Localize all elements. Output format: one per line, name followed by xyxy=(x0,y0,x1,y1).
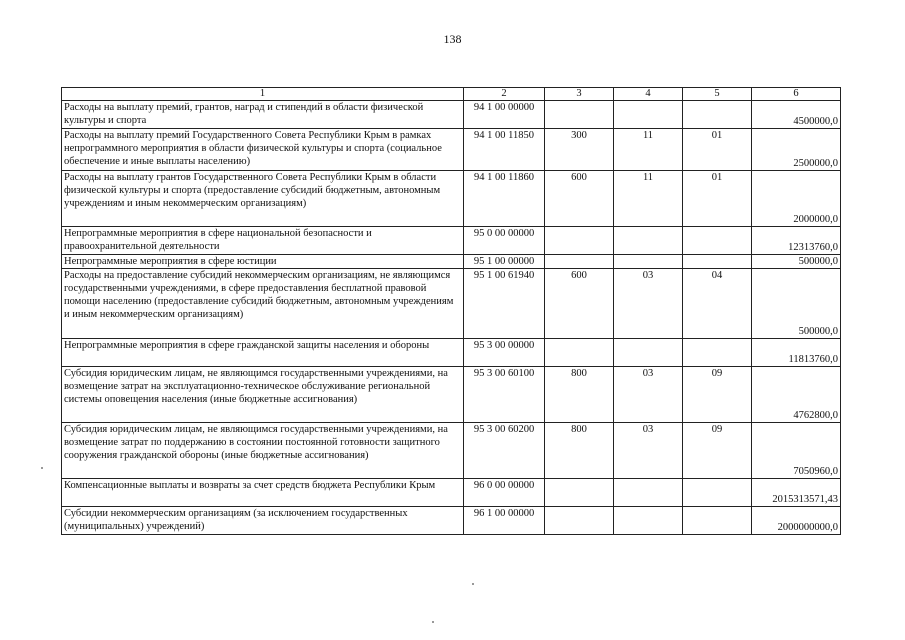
row-col3-cell: 600 xyxy=(545,171,614,227)
row-col3-cell xyxy=(545,479,614,507)
row-amount-cell: 4762800,0 xyxy=(752,367,841,423)
row-col4-cell: 03 xyxy=(614,269,683,339)
row-code-cell: 95 3 00 00000 xyxy=(464,339,545,367)
row-amount-cell: 2000000,0 xyxy=(752,171,841,227)
row-code-cell: 95 3 00 60200 xyxy=(464,423,545,479)
header-cell-1: 1 xyxy=(62,88,464,101)
row-col4-cell: 11 xyxy=(614,129,683,171)
row-col3-cell: 800 xyxy=(545,367,614,423)
scan-speck xyxy=(432,621,434,623)
table-row xyxy=(62,423,841,479)
row-code-cell: 95 1 00 00000 xyxy=(464,255,545,269)
row-name-cell: Непрограммные мероприятия в сфере национальной безопасности и правоохранительной деятельности xyxy=(62,227,464,255)
row-col4-cell: 03 xyxy=(614,367,683,423)
table-row xyxy=(62,171,841,227)
row-code-cell: 94 1 00 11860 xyxy=(464,171,545,227)
row-name-cell: Непрограммные мероприятия в сфере гражданской защиты населения и обороны xyxy=(62,339,464,367)
header-cell-4: 4 xyxy=(614,88,683,101)
row-amount-cell: 500000,0 xyxy=(752,269,841,339)
row-amount-cell: 2015313571,43 xyxy=(752,479,841,507)
row-col5-cell xyxy=(683,101,752,129)
row-col4-cell xyxy=(614,339,683,367)
table-row xyxy=(62,227,841,255)
row-col4-cell: 03 xyxy=(614,423,683,479)
row-code-cell: 96 0 00 00000 xyxy=(464,479,545,507)
row-code-cell: 96 1 00 00000 xyxy=(464,507,545,535)
row-col5-cell xyxy=(683,227,752,255)
header-cell-6: 6 xyxy=(752,88,841,101)
table-row xyxy=(62,129,841,171)
page-number: 138 xyxy=(443,32,462,46)
table-header-row xyxy=(62,88,841,101)
row-col5-cell: 04 xyxy=(683,269,752,339)
row-col5-cell xyxy=(683,255,752,269)
row-col5-cell xyxy=(683,507,752,535)
row-col4-cell xyxy=(614,479,683,507)
row-name-cell: Непрограммные мероприятия в сфере юстиции xyxy=(62,255,464,269)
table-body xyxy=(62,88,841,535)
row-col5-cell: 09 xyxy=(683,423,752,479)
row-col3-cell: 800 xyxy=(545,423,614,479)
table-row xyxy=(62,479,841,507)
row-name-cell: Расходы на выплату премий Государственного Совета Республики Крым в рамках непрограммного мероприятия в области физической культуры и спорта (социальное обеспечение и иные выплаты населению) xyxy=(62,129,464,171)
row-code-cell: 95 3 00 60100 xyxy=(464,367,545,423)
row-col3-cell xyxy=(545,227,614,255)
header-cell-2: 2 xyxy=(464,88,545,101)
row-col3-cell xyxy=(545,339,614,367)
row-code-cell: 95 1 00 61940 xyxy=(464,269,545,339)
row-code-cell: 94 1 00 11850 xyxy=(464,129,545,171)
row-name-cell: Субсидия юридическим лицам, не являющимся государственными учреждениями, на возмещение затрат на эксплуатационно-техническое обслуживание региональной системы оповещения населения (иные бюджетные ассигнования) xyxy=(62,367,464,423)
header-cell-5: 5 xyxy=(683,88,752,101)
table-row xyxy=(62,269,841,339)
row-amount-cell: 7050960,0 xyxy=(752,423,841,479)
row-name-cell: Расходы на выплату грантов Государственного Совета Республики Крым в области физической культуры и спорта (предоставление субсидий бюджетным, автономным учреждениям и иным некоммерческим организациям) xyxy=(62,171,464,227)
row-col4-cell xyxy=(614,507,683,535)
row-amount-cell: 4500000,0 xyxy=(752,101,841,129)
header-cell-3: 3 xyxy=(545,88,614,101)
budget-table xyxy=(61,87,841,535)
table-row xyxy=(62,101,841,129)
row-code-cell: 95 0 00 00000 xyxy=(464,227,545,255)
row-col3-cell xyxy=(545,255,614,269)
row-col5-cell xyxy=(683,339,752,367)
row-col4-cell xyxy=(614,255,683,269)
row-amount-cell: 500000,0 xyxy=(752,255,841,269)
row-col5-cell: 01 xyxy=(683,171,752,227)
row-col3-cell: 600 xyxy=(545,269,614,339)
table-row xyxy=(62,255,841,269)
row-col5-cell xyxy=(683,479,752,507)
scan-speck xyxy=(472,583,474,585)
row-col4-cell xyxy=(614,227,683,255)
row-name-cell: Расходы на выплату премий, грантов, наград и стипендий в области физической культуры и спорта xyxy=(62,101,464,129)
row-col3-cell xyxy=(545,507,614,535)
table-row xyxy=(62,367,841,423)
table-row xyxy=(62,339,841,367)
row-col4-cell xyxy=(614,101,683,129)
row-amount-cell: 2500000,0 xyxy=(752,129,841,171)
row-amount-cell: 2000000000,0 xyxy=(752,507,841,535)
row-amount-cell: 12313760,0 xyxy=(752,227,841,255)
row-name-cell: Субсидии некоммерческим организациям (за исключением государственных (муниципальных) учреждений) xyxy=(62,507,464,535)
row-col3-cell xyxy=(545,101,614,129)
row-col5-cell: 09 xyxy=(683,367,752,423)
row-name-cell: Расходы на предоставление субсидий некоммерческим организациям, не являющимся государственными учреждениями, в сфере предоставления бесплатной правовой помощи населению (предоставление субсидий бюджетным, автономным учреждениям и иным некоммерческим организациям) xyxy=(62,269,464,339)
row-code-cell: 94 1 00 00000 xyxy=(464,101,545,129)
row-col5-cell: 01 xyxy=(683,129,752,171)
row-amount-cell: 11813760,0 xyxy=(752,339,841,367)
row-name-cell: Субсидия юридическим лицам, не являющимся государственными учреждениями, на возмещение затрат по поддержанию в состоянии постоянной готовности защитного сооружения гражданской обороны (иные бюджетные ассигнования) xyxy=(62,423,464,479)
row-col3-cell: 300 xyxy=(545,129,614,171)
table-row xyxy=(62,507,841,535)
row-col4-cell: 11 xyxy=(614,171,683,227)
row-name-cell: Компенсационные выплаты и возвраты за счет средств бюджета Республики Крым xyxy=(62,479,464,507)
scan-speck xyxy=(41,467,43,469)
